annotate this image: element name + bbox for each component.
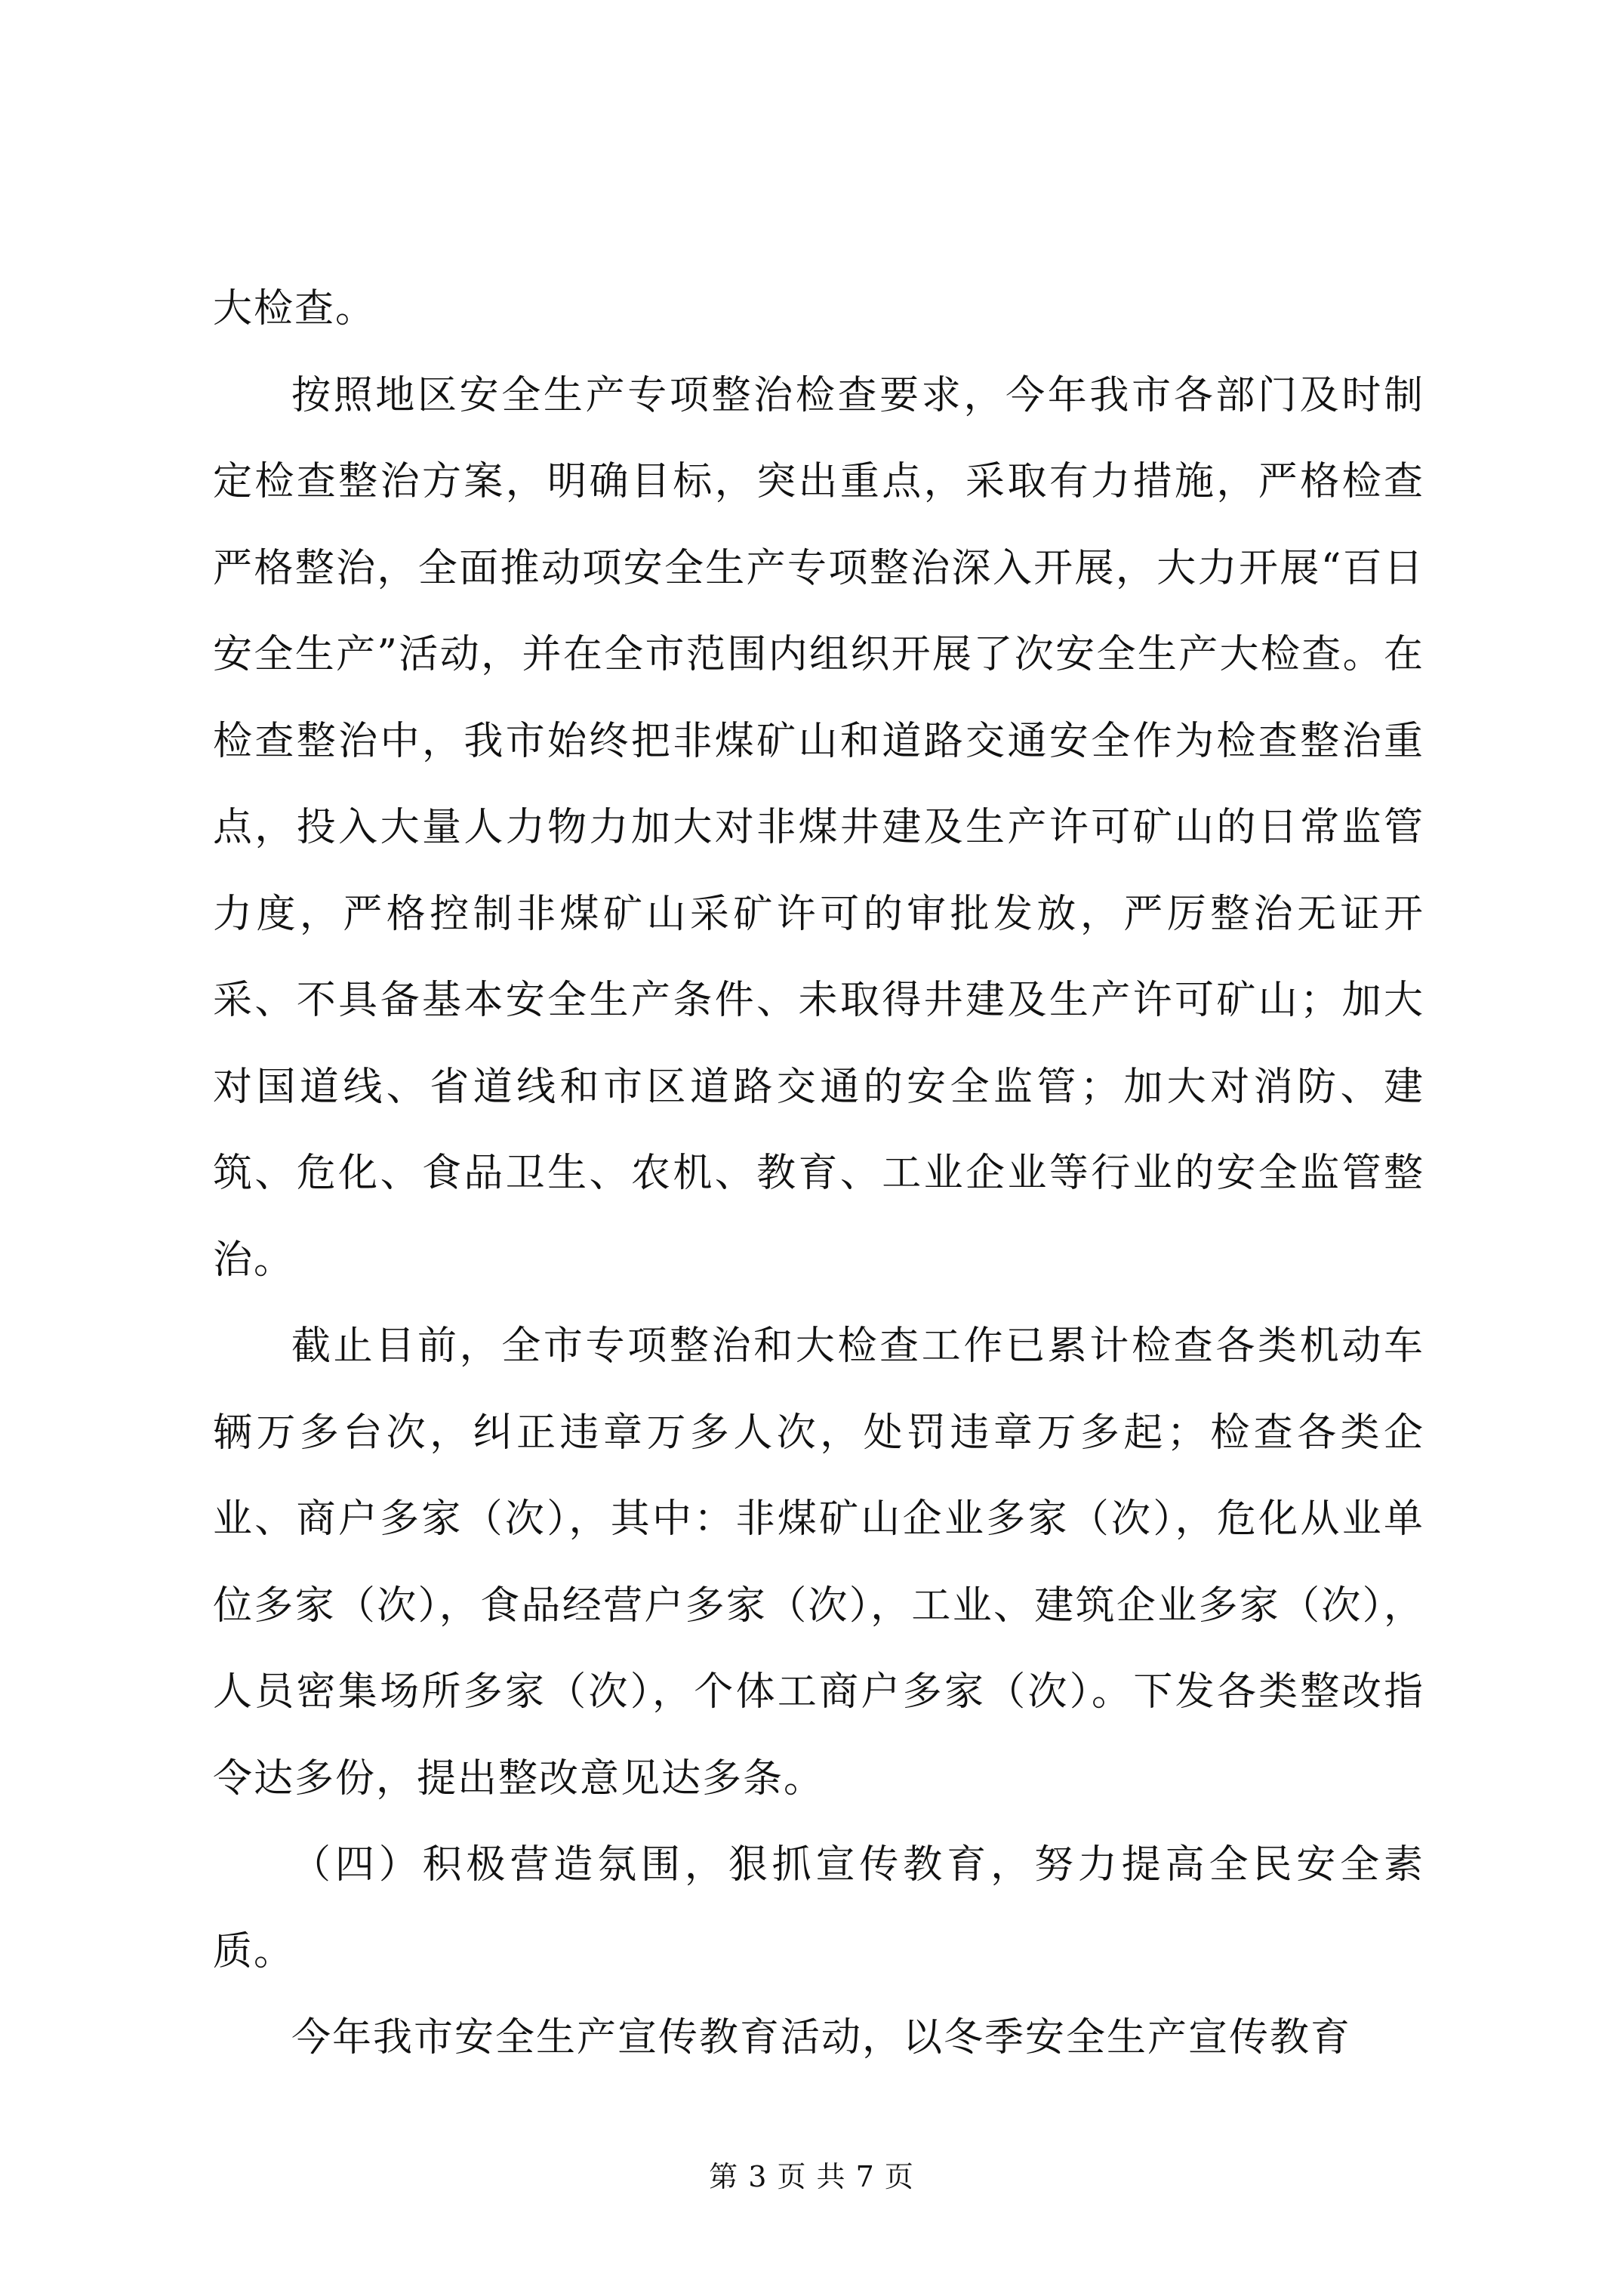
paragraph-inspection-requirements: 按照地区安全生产专项整治检查要求，今年我市各部门及时制定检查整治方案，明确目标，突出重点，采取有力措施，严格检查严格整治，全面推动项安全生产专项整治深入开展，大力开展“百日安全生产”活动，并在全市范围内组织开展了次安全生产大检查。在检查整治中，我市始终把非煤矿山和道路交通安全作为检查整治重点，投入大量人力物力加大对非煤井建及生产许可矿山的日常监管力度，严格控制非煤矿山采矿许可的审批发放，严厉整治无证开采、不具备基本安全生产条件、未取得井建及生产许可矿山；加大对国道线、省道线和市区道路交通的安全监管；加大对消防、建筑、危化、食品卫生、农机、教育、工业企业等行业的安全监管整治。 xyxy=(213,372,1424,1283)
document-body xyxy=(213,266,1424,2082)
page-number-footer: 第 3 页 共 7 页 xyxy=(709,2160,914,2193)
paragraph-continuation: 大检查。 xyxy=(213,286,377,331)
paragraph-inspection-results: 截止目前，全市专项整治和大检查工作已累计检查各类机动车辆万多台次，纠正违章万多人次，处罚违章万多起；检查各类企业、商户多家（次），其中：非煤矿山企业多家（次），危化从业单位多家（次），食品经营户多家（次），工业、建筑企业多家（次），人员密集场所多家（次），个体工商户多家（次）。下发各类整改指令达多份，提出整改意见达多条。 xyxy=(213,1324,1424,1801)
paragraph-publicity-education: 今年我市安全生产宣传教育活动，以冬季安全生产宣传教育 xyxy=(291,2015,1352,2060)
section-heading-publicity-education: （四）积极营造氛围，狠抓宣传教育，努力提高全民安全素质。 xyxy=(213,1842,1424,1974)
